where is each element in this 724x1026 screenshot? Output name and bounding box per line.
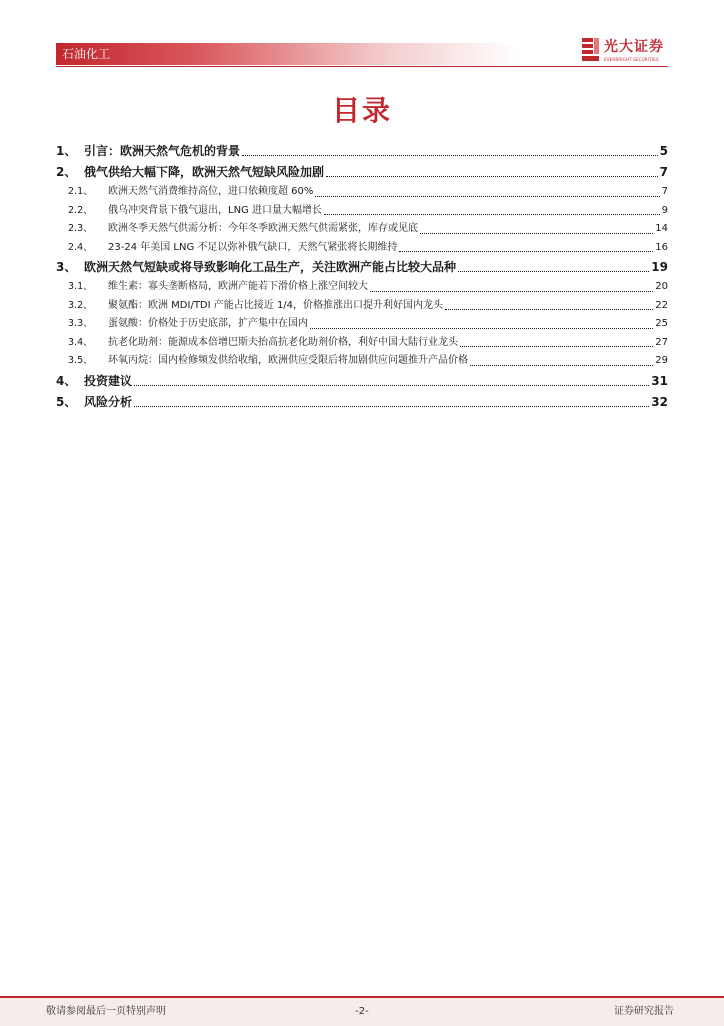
footer-page-number: -2-: [355, 1006, 369, 1017]
toc-entry-title: 23-24 年美国 LNG 不足以弥补俄气缺口，天然气紧张将长期维持: [108, 241, 398, 253]
toc-entry-level1[interactable]: [56, 392, 668, 413]
toc-entry-page: 27: [655, 336, 668, 348]
toc-entry-level2[interactable]: [56, 183, 668, 202]
header-rule: [56, 66, 668, 67]
logo-subtext: EVERBRIGHT SECURITIES: [604, 57, 659, 62]
toc-entry-page: 7: [659, 165, 668, 179]
toc-entry-page: 31: [651, 373, 668, 388]
toc-entry-page: 29: [655, 355, 668, 366]
logo-mark-icon: [582, 38, 600, 64]
toc-entry-page: 9: [661, 204, 668, 216]
toc-entry-level2[interactable]: [56, 297, 668, 316]
toc-entry-page: 22: [655, 299, 668, 311]
toc-entry-number: 3.3、: [68, 318, 93, 329]
toc-entry-page: 16: [655, 241, 668, 253]
toc-entry-number: 3、: [56, 260, 77, 274]
toc-entry-number: 4、: [56, 373, 77, 388]
toc-entry-level2[interactable]: [56, 315, 668, 334]
toc-entry-title: 欧洲天然气短缺或将导致影响化工品生产，关注欧洲产能占比较大品种: [84, 260, 457, 274]
footer-disclaimer: 敬请参阅最后一页特别声明: [46, 1006, 166, 1017]
toc-dot-leader: [134, 384, 649, 386]
toc-dot-leader: [134, 405, 649, 407]
toc-dot-leader: [242, 154, 658, 156]
company-logo: [582, 38, 672, 66]
toc-entry-page: 14: [655, 223, 668, 234]
toc-dot-leader: [458, 270, 649, 272]
toc-dot-leader: [399, 250, 653, 252]
toc-entry-level1[interactable]: [56, 257, 668, 278]
toc-entry-number: 2.3、: [68, 223, 93, 234]
toc-dot-leader: [315, 195, 659, 197]
footer-doc-type: 证券研究报告: [614, 1006, 674, 1017]
toc-entry-level2[interactable]: [56, 334, 668, 353]
toc-entry-number: 2.1、: [68, 186, 93, 197]
toc-entry-title: 抗老化助剂：能源成本倍增巴斯夫抬高抗老化助剂价格，利好中国大陆行业龙头: [108, 336, 458, 348]
toc-entry-title: 投资建议: [84, 373, 133, 388]
toc-entry-level2[interactable]: [56, 239, 668, 258]
toc-dot-leader: [470, 364, 653, 366]
logo-text: 光大证券: [604, 39, 664, 55]
toc-entry-level1[interactable]: [56, 162, 668, 183]
toc-entry-title: 风险分析: [84, 394, 133, 409]
toc-dot-leader: [326, 175, 658, 177]
toc-entry-level2[interactable]: [56, 220, 668, 239]
toc-dot-leader: [324, 213, 660, 215]
toc-entry-title: 俄气供给大幅下降，欧洲天然气短缺风险加剧: [84, 165, 325, 179]
toc-entry-level2[interactable]: [56, 352, 668, 371]
toc-entry-page: 32: [651, 394, 668, 409]
toc-dot-leader: [370, 290, 653, 292]
header-section-label: 石油化工: [62, 47, 111, 61]
toc-entry-level1[interactable]: [56, 371, 668, 392]
toc-entry-title: 欧洲冬季天然气供需分析：今年冬季欧洲天然气供需紧张，库存或见底: [108, 223, 418, 234]
toc-entry-level2[interactable]: [56, 202, 668, 221]
toc-dot-leader: [445, 308, 653, 310]
toc-entry-page: 25: [655, 318, 668, 329]
toc-entry-number: 3.5、: [68, 355, 93, 366]
toc-entry-level1[interactable]: [56, 141, 668, 162]
toc-entry-title: 蛋氨酸：价格处于历史底部，扩产集中在国内: [108, 318, 308, 329]
toc-entry-number: 5、: [56, 394, 77, 409]
toc-dot-leader: [420, 232, 653, 234]
toc-entry-title: 俄乌冲突背景下俄气退出，LNG 进口量大幅增长: [108, 204, 322, 216]
toc-entry-number: 3.1、: [68, 281, 93, 292]
toc-dot-leader: [460, 345, 653, 347]
toc-entry-title: 维生素：寡头垄断格局，欧洲产能若下滑价格上涨空间较大: [108, 281, 368, 292]
toc-dot-leader: [310, 327, 653, 329]
toc-entry-page: 7: [661, 186, 668, 197]
toc-entry-number: 1、: [56, 144, 77, 158]
toc-entry-number: 2.4、: [68, 241, 93, 253]
toc-entry-title: 聚氨酯：欧洲 MDI/TDI 产能占比接近 1/4，价格推涨出口提升利好国内龙头: [108, 299, 444, 311]
table-of-contents: [56, 141, 668, 413]
header-band: [56, 43, 518, 65]
toc-title: 目录: [331, 94, 392, 127]
toc-entry-number: 3.4、: [68, 336, 93, 348]
toc-entry-page: 19: [651, 260, 668, 274]
toc-entry-page: 20: [655, 281, 668, 292]
toc-entry-title: 引言：欧洲天然气危机的背景: [84, 144, 241, 158]
toc-entry-title: 欧洲天然气消费维持高位，进口依赖度超 60%: [108, 186, 314, 197]
toc-entry-number: 2、: [56, 165, 77, 179]
toc-entry-number: 2.2、: [68, 204, 93, 216]
toc-entry-page: 5: [659, 144, 668, 158]
toc-entry-level2[interactable]: [56, 278, 668, 297]
toc-entry-title: 环氧丙烷：国内检修频发供给收缩，欧洲供应受限后将加剧供应问题推升产品价格: [108, 355, 468, 366]
toc-entry-number: 3.2、: [68, 299, 93, 311]
